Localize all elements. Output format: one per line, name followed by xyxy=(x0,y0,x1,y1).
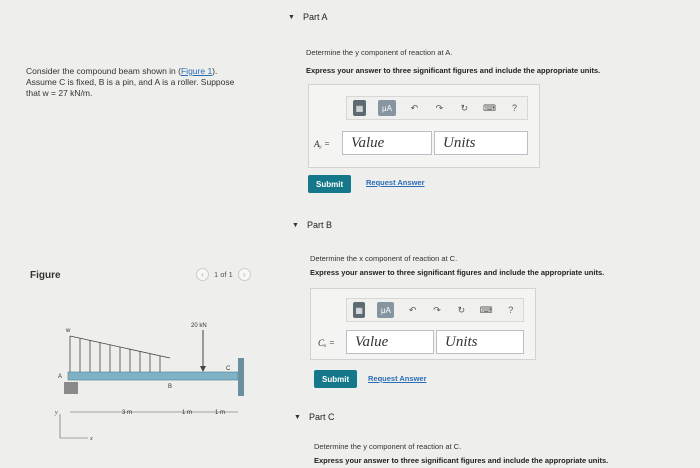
part-a-var-label: Aᵧ = xyxy=(314,139,330,149)
part-c-header[interactable] xyxy=(294,412,334,422)
load-label: 20 kN xyxy=(191,323,207,329)
part-b-question: Determine the x component of reaction at C. xyxy=(310,254,458,263)
reset-icon[interactable]: ↻ xyxy=(457,304,466,315)
part-b-units-input[interactable]: Units xyxy=(436,330,524,354)
problem-text-end: ). xyxy=(212,66,218,76)
beam-figure xyxy=(50,310,260,450)
problem-line-2: Assume C is fixed, B is a pin, and A is a roller. Suppose xyxy=(26,77,235,87)
reset-icon[interactable]: ↻ xyxy=(460,102,469,113)
part-b-toolbar xyxy=(346,298,524,322)
distributed-load xyxy=(70,336,170,372)
undo-icon[interactable]: ↶ xyxy=(410,102,419,113)
part-a-header[interactable] xyxy=(288,12,327,22)
problem-text: Consider the compound beam shown in ( xyxy=(26,66,181,76)
part-a-request-answer-link[interactable]: Request Answer xyxy=(366,178,425,187)
right-panel xyxy=(280,0,700,468)
part-a-toolbar xyxy=(346,96,528,120)
keyboard-icon[interactable]: ⌨ xyxy=(479,304,493,315)
part-b-header[interactable] xyxy=(292,220,332,230)
part-a-question: Determine the y component of reaction at A. xyxy=(306,48,453,57)
part-b-request-answer-link[interactable]: Request Answer xyxy=(368,374,427,383)
problem-statement xyxy=(26,66,261,99)
template-icon[interactable]: ▦ xyxy=(353,100,366,116)
help-icon[interactable]: ? xyxy=(511,103,517,113)
label-B: B xyxy=(168,384,173,390)
next-figure-button[interactable]: › xyxy=(238,268,251,281)
beam xyxy=(68,372,238,380)
part-b-value-input[interactable]: Value xyxy=(346,330,434,354)
part-c-question: Determine the y component of reaction at C. xyxy=(314,442,462,451)
redo-icon[interactable]: ↷ xyxy=(433,304,441,315)
prev-figure-button[interactable]: ‹ xyxy=(196,268,209,281)
units-mu-button[interactable]: μA xyxy=(378,100,396,116)
part-b-title: Part B xyxy=(306,220,332,230)
w-label: w xyxy=(66,328,71,334)
fixed-support xyxy=(238,358,244,396)
problem-line-3: that w = 27 kN/m. xyxy=(26,88,93,98)
collapse-caret-icon[interactable]: ▼ xyxy=(294,413,301,421)
part-b-instructions: Express your answer to three significant figures and include the appropriate units. xyxy=(310,268,605,277)
collapse-caret-icon[interactable]: ▼ xyxy=(292,221,299,229)
redo-icon[interactable]: ↷ xyxy=(435,102,444,113)
left-panel xyxy=(0,0,272,468)
part-c-instructions: Express your answer to three significant figures and include the appropriate units. xyxy=(314,456,609,465)
part-a-title: Part A xyxy=(302,12,328,22)
collapse-caret-icon[interactable]: ▼ xyxy=(288,13,295,21)
dim-1m-a: 1 m xyxy=(182,410,193,416)
figure-link[interactable]: Figure 1 xyxy=(180,66,213,76)
help-icon[interactable]: ? xyxy=(508,305,514,315)
axis-y-label: y xyxy=(55,410,58,416)
part-b-submit-button[interactable]: Submit xyxy=(314,370,357,388)
axis-x-label: x xyxy=(90,436,93,442)
template-icon[interactable]: ▦ xyxy=(353,302,365,318)
part-a-submit-button[interactable]: Submit xyxy=(308,175,351,193)
figure-pager xyxy=(196,268,251,281)
part-a-instructions: Express your answer to three significant figures and include the appropriate units. xyxy=(306,66,601,75)
part-a-units-input[interactable]: Units xyxy=(434,131,528,155)
part-a-value-input[interactable]: Value xyxy=(342,131,432,155)
pager-text: 1 of 1 xyxy=(214,270,233,279)
undo-icon[interactable]: ↶ xyxy=(408,304,417,315)
part-b-var-label: Cₓ = xyxy=(318,338,335,348)
figure-header xyxy=(30,268,262,284)
part-c-title: Part C xyxy=(308,412,335,422)
label-C: C xyxy=(226,366,231,372)
figure-label: Figure xyxy=(30,270,61,281)
roller-support xyxy=(64,382,78,394)
label-A: A xyxy=(58,374,63,380)
units-mu-button[interactable]: μA xyxy=(377,302,394,318)
keyboard-icon[interactable]: ⌨ xyxy=(482,102,496,113)
dim-3m: 3 m xyxy=(122,410,133,416)
dim-1m-b: 1 m xyxy=(215,410,226,416)
